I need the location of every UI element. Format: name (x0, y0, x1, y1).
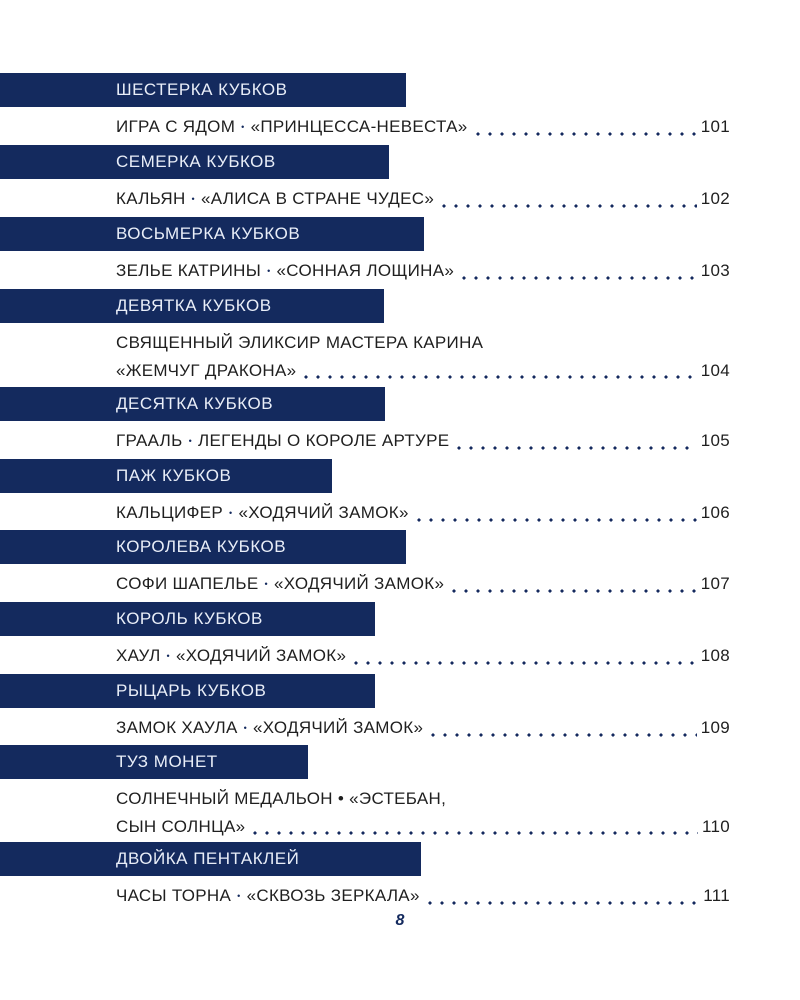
dot-leader (458, 276, 697, 280)
dot-leader (413, 518, 697, 522)
toc-entry[interactable] (116, 257, 730, 287)
section-heading: РЫЦАРЬ КУБКОВ (0, 674, 375, 708)
toc-entry[interactable] (116, 714, 730, 744)
toc-entry[interactable] (116, 185, 730, 215)
dot-leader (448, 589, 697, 593)
bullet-separator: • (267, 266, 271, 276)
entry-source: «ЖЕМЧУГ ДРАКОНА» (116, 361, 297, 380)
toc-entry[interactable] (116, 113, 730, 143)
bullet-separator: • (243, 723, 248, 733)
section-heading: ШЕСТЕРКА КУБКОВ (0, 73, 406, 107)
entry-source: «ХОДЯЧИЙ ЗАМОК» (238, 503, 409, 522)
toc-entry[interactable] (116, 785, 730, 841)
entry-page: 110 (701, 817, 730, 836)
dot-leader (453, 446, 696, 450)
entry-title: ЗАМОК ХАУЛА (116, 718, 238, 737)
toc-entry[interactable] (116, 499, 730, 529)
dot-leader (249, 831, 698, 835)
entry-source: «ХОДЯЧИЙ ЗАМОК» (253, 718, 424, 737)
entry-title: ИГРА С ЯДОМ (116, 117, 236, 136)
entry-source: «СКВОЗЬ ЗЕРКАЛА» (246, 886, 420, 905)
section-heading: ДВОЙКА ПЕНТАКЛЕЙ (0, 842, 421, 876)
entry-title: ХАУЛ (116, 646, 161, 665)
entry-page: 104 (700, 361, 730, 380)
section-heading: КОРОЛЕВА КУБКОВ (0, 530, 406, 564)
entry-page: 106 (700, 503, 730, 522)
section-heading: ДЕВЯТКА КУБКОВ (0, 289, 384, 323)
entry-page: 108 (700, 646, 730, 665)
section-heading: ТУЗ МОНЕТ (0, 745, 308, 779)
bullet-separator: • (188, 436, 193, 446)
entry-title: ЧАСЫ ТОРНА (116, 886, 232, 905)
bullet-separator: • (191, 194, 195, 204)
dot-leader (438, 204, 697, 208)
section-heading: ВОСЬМЕРКА КУБКОВ (0, 217, 424, 251)
toc-entry[interactable] (116, 427, 730, 457)
entry-source: «ХОДЯЧИЙ ЗАМОК» (175, 646, 347, 665)
dot-leader (472, 132, 697, 136)
bullet-separator: • (264, 579, 268, 589)
toc-entry[interactable] (116, 882, 730, 912)
entry-source: ЛЕГЕНДЫ О КОРОЛЕ АРТУРЕ (198, 431, 450, 450)
entry-title: ЗЕЛЬЕ КАТРИНЫ (116, 261, 262, 280)
toc-entry[interactable] (116, 642, 730, 672)
dot-leader (424, 901, 700, 905)
page-number: 8 (395, 912, 405, 929)
section-heading: СЕМЕРКА КУБКОВ (0, 145, 389, 179)
entry-page: 107 (700, 574, 730, 593)
toc-entry[interactable] (116, 570, 730, 600)
entry-source: СЫН СОЛНЦА» (116, 817, 246, 836)
entry-source: «ХОДЯЧИЙ ЗАМОК» (273, 574, 445, 593)
entry-page: 111 (703, 886, 730, 905)
toc-entry[interactable] (116, 329, 730, 385)
entry-title: СОЛНЕЧНЫЙ МЕДАЛЬОН • «ЭСТЕБАН, (116, 789, 447, 808)
entry-title: КАЛЬЯН (116, 189, 186, 208)
section-heading: ПАЖ КУБКОВ (0, 459, 332, 493)
entry-title: СВЯЩЕННЫЙ ЭЛИКСИР МАСТЕРА КАРИНА (116, 333, 484, 352)
dot-leader (300, 375, 696, 379)
entry-page: 109 (700, 718, 730, 737)
entry-title: КАЛЬЦИФЕР (116, 503, 224, 522)
entry-page: 101 (700, 117, 730, 136)
entry-source: «АЛИСА В СТРАНЕ ЧУДЕС» (200, 189, 435, 208)
bullet-separator: • (166, 651, 170, 661)
bullet-separator: • (237, 891, 241, 901)
entry-title: ГРААЛЬ (116, 431, 183, 450)
dot-leader (427, 733, 696, 737)
entry-page: 102 (700, 189, 730, 208)
section-heading: ДЕСЯТКА КУБКОВ (0, 387, 385, 421)
bullet-separator: • (229, 508, 233, 518)
dot-leader (350, 661, 697, 665)
entry-page: 105 (700, 431, 730, 450)
entry-page: 103 (700, 261, 730, 280)
section-heading: КОРОЛЬ КУБКОВ (0, 602, 375, 636)
entry-source: «СОННАЯ ЛОЩИНА» (276, 261, 455, 280)
entry-source: «ПРИНЦЕССА-НЕВЕСТА» (250, 117, 468, 136)
bullet-separator: • (241, 122, 245, 132)
entry-title: СОФИ ШАПЕЛЬЕ (116, 574, 259, 593)
